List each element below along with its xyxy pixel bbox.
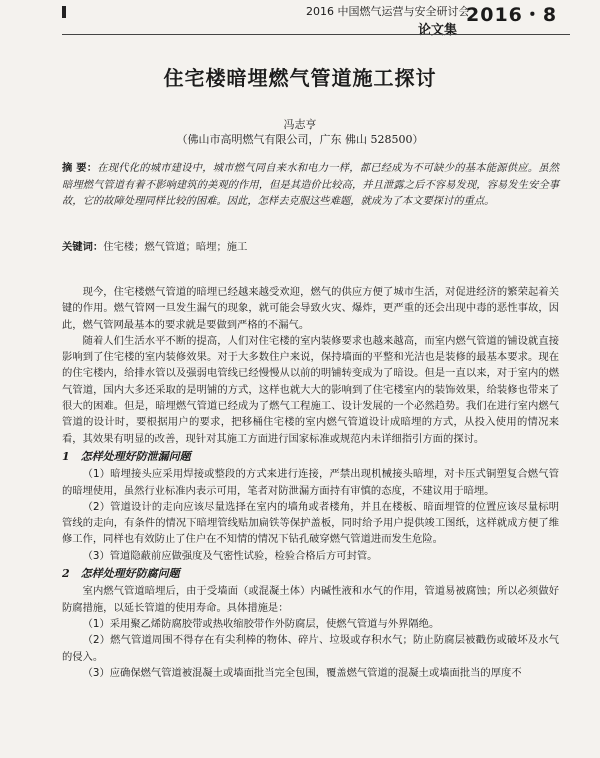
- paper-title: 住宅楼暗埋燃气管道施工探讨: [163, 66, 437, 90]
- paragraph: （3）管道隐蔽前应做强度及气密性试验，检验合格后方可封管。: [82, 549, 378, 562]
- paragraph: （2）燃气管道周围不得存在有尖利棒的物体、碎片、垃圾或存积水气；防止防腐层被戳伤或破坏及水气的侵入。: [62, 634, 559, 663]
- section-label: 论文集: [418, 23, 458, 38]
- keywords-text: 住宅楼；燃气管道；暗埋；施工: [103, 241, 248, 253]
- paragraph: 现今，住宅楼燃气管道的暗埋已经越来越受欢迎，燃气的供应方便了城市生活，对促进经济的繁荣起着关键的作用。燃气管网一旦发生漏气的现象，就可能会导致火灾、爆炸，更严重的还会出现中毒的恶性事故，因此，燃气管网最基本的要求就是要做到严格的不漏气。: [62, 286, 559, 331]
- journal-name: 2016 中国燃气运营与安全研讨会: [306, 5, 470, 18]
- paragraph: （1）采用聚乙烯防腐胶带或热收缩胶带作外防腐层，使燃气管道与外界隔绝。: [82, 617, 440, 630]
- abstract: [62, 160, 559, 210]
- keywords-label: 关键词：: [62, 241, 104, 253]
- abstract-text: 在现代化的城市建设中，城市燃气同自来水和电力一样，都已经成为不可缺少的基本能源供应。虽然暗埋燃气管道有着不影响建筑的美观的作用，但是其造价比较高，并且泄露之后不容易发现，容易发生安全事故，它的故障处理同样比较的困难。因此，怎样去克服这些难题，就成为了本文要探讨的重点。: [62, 162, 559, 207]
- affiliation: （佛山市高明燃气有限公司，广东 佛山 528500）: [176, 133, 424, 146]
- section-heading: 1 怎样处理好防泄漏问题: [62, 449, 191, 463]
- paragraph: 室内燃气管道暗埋后，由于受墙面（或混凝土体）内碱性液和水气的作用，管道易被腐蚀；所以必须做好防腐措施，以延长管道的使用寿命。具体措施是：: [62, 585, 559, 614]
- paragraph: （3）应确保燃气管道被混凝土或墙面批当完全包围，覆盖燃气管道的混凝土或墙面批当的厚度不: [82, 666, 522, 679]
- author: 冯志亨: [283, 118, 317, 131]
- paragraph: （1）暗埋接头应采用焊接或整段的方式来进行连接，严禁出现机械接头暗埋，对卡压式铜塑复合燃气管的暗埋使用，虽然行业标准内表示可用，笔者对防泄漏方面持有审慎的态度，不建议用于暗埋。: [62, 468, 559, 497]
- keywords: [62, 238, 559, 253]
- issue-year: 2016・8: [466, 4, 558, 26]
- paragraph: （2）管道设计的走向应该尽量选择在室内的墙角或者楼角，并且在楼板、暗面埋管的位置应该尽量标明管线的走向，有条件的情况下暗埋管线贴加扁铁等保护盖板，同时给予用户提供竣工图纸，这样就成方便了维修工作，同样也有效防止了住户在不知情的情况下钻孔破穿燃气管道进而发生危险。: [62, 500, 559, 546]
- header-rule: [62, 34, 570, 35]
- section-heading: 2 怎样处理好防腐问题: [62, 567, 180, 581]
- body-text: [62, 284, 559, 681]
- abstract-label: 摘 要：: [62, 162, 98, 174]
- paragraph: 随着人们生活水平不断的提高，人们对住宅楼的室内装修要求也越来越高，而室内燃气管道的铺设就直接影响到了住宅楼的室内装修效果。对于大多数住户来说，保持墙面的平整和光洁也是装修的最基本要求。现在的住宅楼内，给排水管以及强弱电管线已经慢慢从以前的明铺转变成为了暗设。但是一直以来，对于室内的燃气管道，国内大多还采取的是明铺的方式，这样也就大大的影响到了住宅楼室内的装饰效果，给装修也带来了很大的困难。但是，暗埋燃气管道已经成为了燃气工程施工、设计发展的一个必然趋势。我们在进行室内燃气管道的设计时，要根据用户的要求，把移桶住宅楼的室内燃气管道设计成暗埋的方式，从投入使用的情况来看，其效果有明显的改善，现针对其施工方面进行国家标准或规范内未详细指引方面的探讨。: [62, 334, 559, 445]
- header-left-mark: [62, 6, 66, 18]
